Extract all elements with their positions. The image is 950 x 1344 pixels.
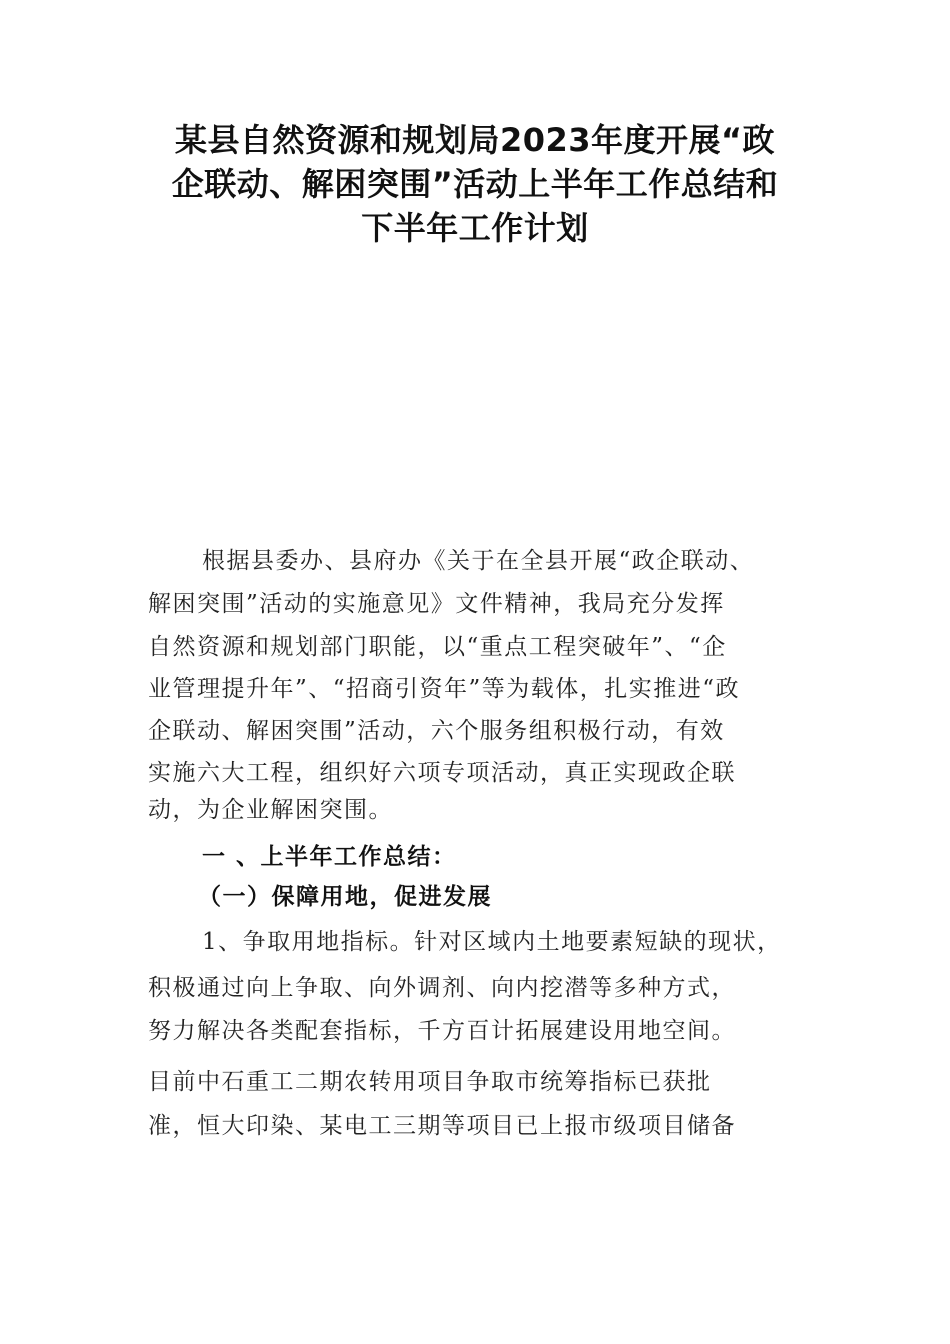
intro-line-7: 动，为企业解困突围。 <box>148 797 393 823</box>
intro-line-6: 实施六大工程，组织好六项专项活动，真正实现政企联 <box>148 760 736 786</box>
para1-line-5: 准，恒大印染、某电工三期等项目已上报市级项目储备 <box>148 1113 736 1139</box>
intro-line-3: 自然资源和规划部门职能，以“重点工程突破年”、“企 <box>148 634 727 660</box>
subsection-heading: （一）保障用地，促进发展 <box>198 884 492 910</box>
para1-line-1: 1、争取用地指标。针对区域内土地要素短缺的现状， <box>202 929 782 955</box>
intro-line-2: 解困突围”活动的实施意见》文件精神，我局充分发挥 <box>148 591 725 617</box>
section-heading: 一 、上半年工作总结： <box>202 844 457 870</box>
title-line-1: 某县自然资源和规划局2023年度开展“政 <box>174 121 776 159</box>
para1-line-2: 积极通过向上争取、向外调剂、向内挖潜等多种方式， <box>148 975 736 1001</box>
intro-line-1: 根据县委办、县府办《关于在全县开展“政企联动、 <box>202 548 755 574</box>
intro-line-5: 企联动、解困突围”活动，六个服务组积极行动，有效 <box>148 718 725 744</box>
intro-line-4: 业管理提升年”、“招商引资年”等为载体，扎实推进“政 <box>148 676 741 702</box>
para1-line-3: 努力解决各类配套指标，千方百计拓展建设用地空间。 <box>148 1018 736 1044</box>
title-line-3: 下半年工作计划 <box>361 209 589 247</box>
document-title <box>140 118 810 250</box>
title-line-2: 企联动、解困突围”活动上半年工作总结和 <box>171 165 779 203</box>
para1-line-4: 目前中石重工二期农转用项目争取市统筹指标已获批 <box>148 1069 712 1095</box>
